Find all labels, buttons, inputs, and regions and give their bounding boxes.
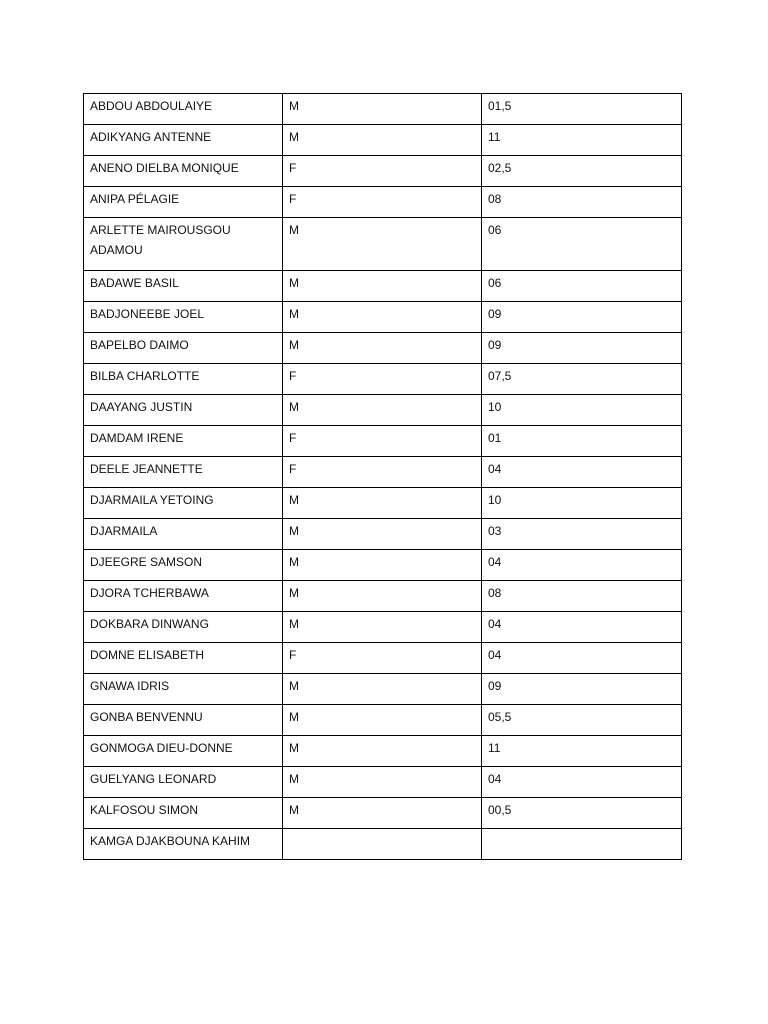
sex-cell: M xyxy=(283,218,482,271)
student-name-cell: GUELYANG LEONARD xyxy=(84,767,283,798)
table-row xyxy=(84,426,682,457)
sex-cell: M xyxy=(283,94,482,125)
table-row xyxy=(84,156,682,187)
score-cell: 10 xyxy=(482,488,682,519)
score-cell: 04 xyxy=(482,643,682,674)
sex-cell: M xyxy=(283,674,482,705)
student-name-cell: KALFOSOU SIMON xyxy=(84,798,283,829)
table-row xyxy=(84,302,682,333)
sex-cell: F xyxy=(283,156,482,187)
score-cell: 08 xyxy=(482,187,682,218)
score-cell: 04 xyxy=(482,457,682,488)
table-body xyxy=(84,94,682,860)
sex-cell: M xyxy=(283,302,482,333)
table-row xyxy=(84,643,682,674)
student-name-cell: GONMOGA DIEU-DONNE xyxy=(84,736,283,767)
student-name-cell: KAMGA DJAKBOUNA KAHIM xyxy=(84,829,283,860)
sex-cell: F xyxy=(283,364,482,395)
score-cell: 09 xyxy=(482,302,682,333)
sex-cell: M xyxy=(283,333,482,364)
student-name-cell: DAMDAM IRENE xyxy=(84,426,283,457)
score-cell: 06 xyxy=(482,218,682,271)
score-cell: 01,5 xyxy=(482,94,682,125)
sex-cell: M xyxy=(283,488,482,519)
score-cell: 00,5 xyxy=(482,798,682,829)
student-name-cell: DJARMAILA YETOING xyxy=(84,488,283,519)
student-name-cell: BILBA CHARLOTTE xyxy=(84,364,283,395)
sex-cell: M xyxy=(283,395,482,426)
student-name-cell: DOKBARA DINWANG xyxy=(84,612,283,643)
sex-cell: M xyxy=(283,736,482,767)
table-row xyxy=(84,395,682,426)
table-row xyxy=(84,581,682,612)
sex-cell: M xyxy=(283,581,482,612)
score-cell: 09 xyxy=(482,674,682,705)
table-row xyxy=(84,674,682,705)
score-cell: 04 xyxy=(482,612,682,643)
sex-cell xyxy=(283,829,482,860)
table-row xyxy=(84,767,682,798)
student-name-cell: ARLETTE MAIROUSGOU ADAMOU xyxy=(84,218,283,271)
sex-cell: F xyxy=(283,643,482,674)
student-name-cell: BADAWE BASIL xyxy=(84,271,283,302)
score-cell: 03 xyxy=(482,519,682,550)
table-row xyxy=(84,612,682,643)
student-name-cell: BADJONEEBE JOEL xyxy=(84,302,283,333)
score-cell: 04 xyxy=(482,767,682,798)
score-cell: 04 xyxy=(482,550,682,581)
table-row xyxy=(84,798,682,829)
student-name-cell: DAAYANG JUSTIN xyxy=(84,395,283,426)
score-cell: 10 xyxy=(482,395,682,426)
table-row xyxy=(84,705,682,736)
table-row xyxy=(84,218,682,271)
sex-cell: M xyxy=(283,705,482,736)
table-row xyxy=(84,187,682,218)
sex-cell: M xyxy=(283,798,482,829)
sex-cell: F xyxy=(283,457,482,488)
student-name-cell: GONBA BENVENNU xyxy=(84,705,283,736)
score-cell: 06 xyxy=(482,271,682,302)
student-name-cell: ABDOU ABDOULAIYE xyxy=(84,94,283,125)
table-row xyxy=(84,125,682,156)
score-cell: 08 xyxy=(482,581,682,612)
score-cell: 09 xyxy=(482,333,682,364)
table-row xyxy=(84,550,682,581)
student-name-cell: DJORA TCHERBAWA xyxy=(84,581,283,612)
sex-cell: F xyxy=(283,187,482,218)
table-row xyxy=(84,736,682,767)
score-cell: 01 xyxy=(482,426,682,457)
student-name-cell: DEELE JEANNETTE xyxy=(84,457,283,488)
table-row xyxy=(84,333,682,364)
sex-cell: M xyxy=(283,519,482,550)
student-name-cell: BAPELBO DAIMO xyxy=(84,333,283,364)
student-name-cell: DOMNE ELISABETH xyxy=(84,643,283,674)
student-name-cell: ADIKYANG ANTENNE xyxy=(84,125,283,156)
sex-cell: M xyxy=(283,271,482,302)
score-cell: 07,5 xyxy=(482,364,682,395)
sex-cell: F xyxy=(283,426,482,457)
score-cell: 02,5 xyxy=(482,156,682,187)
sex-cell: M xyxy=(283,612,482,643)
score-cell xyxy=(482,829,682,860)
student-name-cell: DJEEGRE SAMSON xyxy=(84,550,283,581)
sex-cell: M xyxy=(283,125,482,156)
score-cell: 11 xyxy=(482,736,682,767)
score-cell: 05,5 xyxy=(482,705,682,736)
table-row xyxy=(84,519,682,550)
student-grades-table xyxy=(83,93,682,860)
student-name-cell: ANENO DIELBA MONIQUE xyxy=(84,156,283,187)
student-name-cell: GNAWA IDRIS xyxy=(84,674,283,705)
table-row xyxy=(84,271,682,302)
table-row xyxy=(84,94,682,125)
table-row xyxy=(84,457,682,488)
sex-cell: M xyxy=(283,767,482,798)
table-row xyxy=(84,829,682,860)
table-row xyxy=(84,488,682,519)
table-row xyxy=(84,364,682,395)
score-cell: 11 xyxy=(482,125,682,156)
student-name-cell: DJARMAILA xyxy=(84,519,283,550)
student-name-cell: ANIPA PÉLAGIE xyxy=(84,187,283,218)
sex-cell: M xyxy=(283,550,482,581)
